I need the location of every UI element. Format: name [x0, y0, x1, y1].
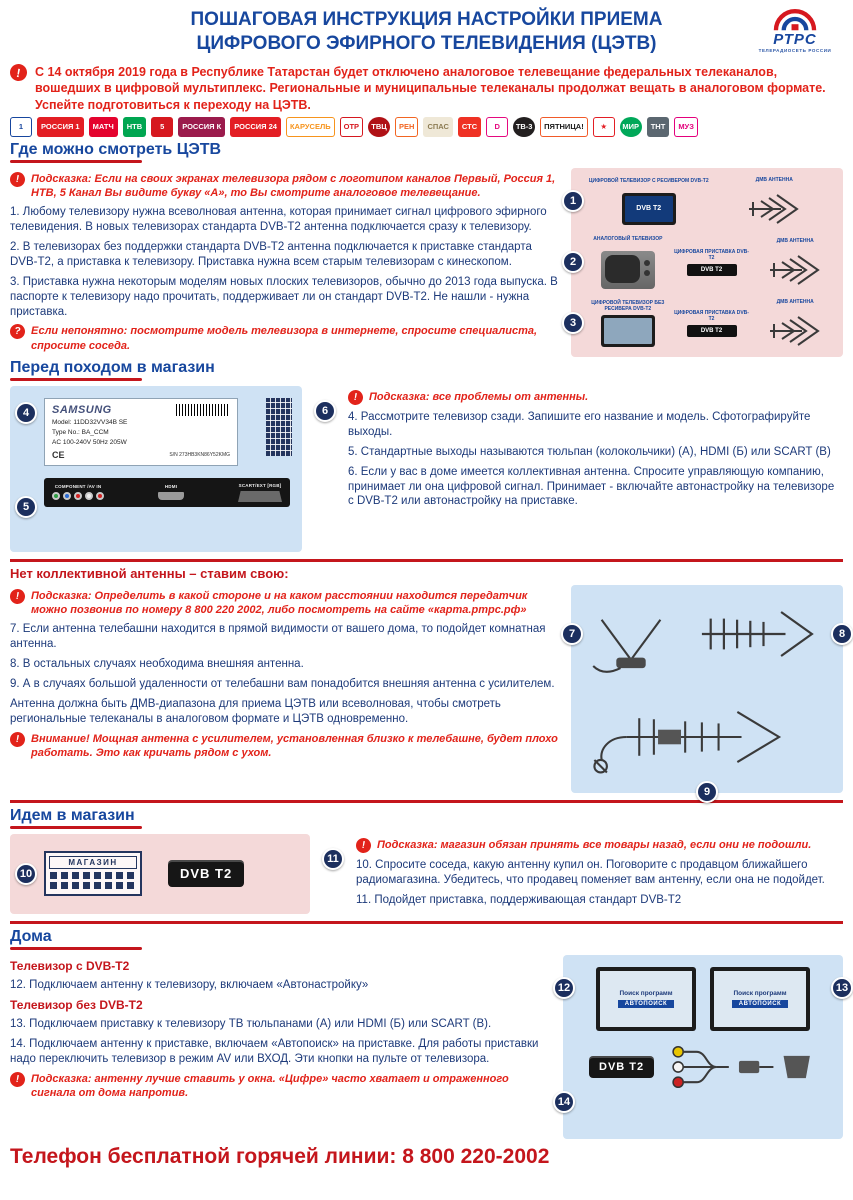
screen-menu-item: АВТОПОИСК: [732, 1000, 788, 1008]
hdmi-port-icon: [158, 492, 184, 500]
warning-amplified-antenna: [10, 732, 559, 760]
rca-jacks-icon: [52, 492, 104, 500]
tv-ports-strip: [44, 478, 290, 507]
hint-text: Подсказка: Определить в какой стороне и на каком расстоянии находится передатчик можно позвонив по номеру 8 800 220 2002, либо посмотреть на сайте «карта.ртрс.рф»: [31, 589, 528, 616]
step-9-text: 9. А в случаях большой удаленности от телебашни вам понадобится внешняя антенна с усилителем.: [10, 677, 555, 690]
section-title-where: Где можно смотреть ЦЭТВ: [10, 140, 222, 158]
question-icon: ?: [9, 323, 26, 340]
screen-menu-item: АВТОПОИСК: [618, 1000, 674, 1008]
barcode: [176, 404, 230, 416]
step-badge-12: 12: [553, 977, 575, 999]
page-title-line1: ПОШАГОВАЯ ИНСТРУКЦИЯ НАСТРОЙКИ ПРИЕМА: [190, 9, 663, 30]
channel-logo-perviy-kanal: 1: [10, 117, 32, 137]
subheading-tv-with-dvbt2: Телевизор с DVB-T2: [10, 958, 130, 973]
rca-jack: [74, 492, 82, 500]
antenna-group: [755, 299, 835, 348]
antenna-band-note: Антенна должна быть ДМВ-диапазона для приема ЦЭТВ или всеволновая, чтобы смотреть региональные телеканалы в аналоговом формате и ЦЭТВ одновременно.: [10, 697, 501, 725]
stb-group: [672, 310, 752, 338]
page-title: [110, 8, 743, 56]
hint-shop-return: [356, 838, 843, 853]
warning-text: Внимание! Мощная антенна с усилителем, установленная близко к телебашне, будет плохо работать. Это как кричать рядом с ухом.: [31, 732, 558, 759]
diagram-row-analog-tv: [571, 231, 835, 294]
step-badge-2: 2: [562, 251, 584, 273]
channel-logo-sts: СТС: [458, 117, 481, 137]
exclamation-icon: !: [9, 1070, 26, 1087]
exclamation-icon: !: [9, 588, 26, 605]
exclamation-icon: !: [9, 63, 29, 83]
digital-tv-group: [588, 178, 710, 225]
exclamation-icon: !: [9, 730, 26, 747]
component-ports-group: [52, 484, 104, 500]
rca-jack: [52, 492, 60, 500]
stb-label: ЦИФРОВАЯ ПРИСТАВКА DVB-T2: [674, 309, 749, 323]
section-own-antenna: [10, 565, 846, 798]
shop-sign-text: МАГАЗИН: [49, 856, 137, 869]
hint-text: Если непонятно: посмотрите модель телевизора в интернете, спросите специалиста, спросите соседа.: [31, 325, 538, 352]
screen-menu-title: Поиск программ: [619, 989, 673, 997]
tv-back-panel: [10, 386, 302, 552]
channel-logo-ntv: НТВ: [123, 117, 146, 137]
tv-with-dvbt2-icon: [596, 967, 696, 1031]
rca-jack: [85, 492, 93, 500]
serial-number: S/N 273HB3KN86Y52KMG: [169, 451, 230, 458]
diagram-row-digital-tv: [571, 172, 835, 231]
screen-menu-title: Поиск программ: [733, 989, 787, 997]
section-where-to-watch: [10, 141, 843, 357]
step-3-text: 3. Приставка нужна некоторым моделям новых плоских телевизоров, обычно до 2013 года выпуска. В паспорте к телевизору надо прочитать, поддерживает ли он стандарт DVB-T2. Не нашли - нужна приставка.: [10, 275, 558, 318]
tv-screen: [714, 971, 806, 1027]
channel-logo-ren-tv: РЕН: [395, 117, 418, 137]
dvb-t2-set-top-box: DVB T2: [168, 860, 244, 887]
tv-screen: [600, 971, 692, 1027]
section-title-home: Дома: [10, 927, 52, 945]
channel-logo-rossiya-1: РОССИЯ 1: [37, 117, 84, 137]
step-badge-5: 5: [15, 496, 37, 518]
shop-panel: [10, 834, 310, 914]
amplified-antenna-icon: [585, 695, 825, 779]
section-divider: [10, 800, 843, 803]
hint-text: Подсказка: магазин обязан принять все товары назад, если они не подошли.: [377, 838, 812, 851]
step-14-text: 14. Подключаем антенну к приставке, включаем «Автопоиск» на приставке. Для работы приставки надо переключить телевизор в режим AV или ВХОД. Эти кнопки на пульте от телевизора.: [10, 1037, 539, 1065]
header: [10, 6, 843, 60]
digital-tv-no-receiver-group: [588, 300, 668, 348]
step-12-text: 12. Подключаем антенну к телевизору, включаем «Автонастройку»: [10, 978, 369, 991]
channel-logo-tnt: ТНТ: [647, 117, 670, 137]
label-card-top: [52, 404, 230, 416]
hint-text: Подсказка: антенну лучше ставить у окна. «Цифре» часто хватает и отраженного сигнала от дома напротив.: [31, 1072, 509, 1099]
section-divider: [10, 921, 843, 924]
intro-text: С 14 октября 2019 года в Республике Татарстан будет отключено аналоговое телевещание федеральных телеканалов, вошедших в цифровой мультиплекс. Региональные и муниципальные телеканалы продолжат вещать в аналоговом формате. Успейте подготовиться к переходу на ЦЭТВ.: [35, 65, 826, 112]
building-icon: [266, 398, 292, 456]
step-badge-11: 11: [322, 848, 344, 870]
intro-warning: [10, 64, 843, 113]
model-line: Model: 11DD32VV34B SE: [52, 418, 128, 426]
step-badge-7: 7: [561, 623, 583, 645]
heading-underline: [10, 947, 142, 950]
hotline-footer: [10, 1139, 843, 1169]
hint-analog-letter-a: [10, 172, 559, 200]
rca-jack: [63, 492, 71, 500]
channel-logo-muz-tv: МУЗ: [674, 117, 698, 137]
brand-text: SAMSUNG: [52, 403, 112, 416]
step-badge-1: 1: [562, 190, 584, 212]
rtrs-logo-icon: [767, 6, 823, 32]
step-badge-10: 10: [15, 863, 37, 885]
antenna-examples-panel: [568, 585, 846, 798]
step-badge-14: 14: [553, 1091, 575, 1113]
step-6-text: 6. Если у вас в доме имеется коллективная антенна. Спросите управляющую компанию, принимает ли она цифровой сигнал. Принимает - включайте автонастройку на телевизоре с DVB-T2 или автонастройку на приставке.: [348, 465, 835, 508]
channel-logo-domashniy: D: [486, 117, 508, 137]
step-8-text: 8. В остальных случаях необходима внешняя антенна.: [10, 657, 304, 670]
step-2-text: 2. В телевизорах без поддержки стандарта DVB-T2 антенна подключается к приставке стандарта DVB-T2, а приставка к телевизору. Приставка нужна всем старым телевизорам с кинескопом.: [10, 240, 532, 268]
hint-ask-neighbor: [10, 324, 559, 352]
hdmi-label: HDMI: [164, 484, 178, 490]
step-13-text: 13. Подключаем приставку к телевизору ТВ тюльпанами (А) или HDMI (Б) или SCART (В).: [10, 1017, 492, 1030]
channel-logo-zvezda: ★: [593, 117, 615, 137]
step-5-text: 5. Стандартные выходы называются тюльпан (колокольчики) (А), HDMI (Б) или SCART (В): [348, 445, 831, 458]
section-at-home: [10, 927, 849, 1139]
stb-group: [672, 249, 752, 277]
channel-logo-pyatnica: ПЯТНИЦА!: [540, 117, 588, 137]
antenna-label: ДМВ АНТЕННА: [755, 176, 793, 183]
exclamation-icon: !: [355, 837, 372, 854]
tv-label: ЦИФРОВОЙ ТЕЛЕВИЗОР С РЕСИВЕРОМ DVB-T2: [588, 177, 709, 184]
type-line: Type No.: BA_CCM: [52, 428, 109, 436]
diagram-row-digital-tv-no-receiver: [571, 294, 835, 353]
step-badge-13: 13: [831, 977, 853, 999]
step-badge-8: 8: [831, 623, 853, 645]
channel-logo-tv-centr: ТВЦ: [368, 117, 390, 137]
hint-text: Подсказка: все проблемы от антенны.: [369, 390, 589, 403]
step-11-text: 11. Подойдет приставка, поддерживающая стандарт DVB-T2: [356, 893, 682, 906]
scart-label: SCART/EXT [RGB]: [238, 482, 282, 488]
shop-windows-row: [50, 872, 136, 879]
tv-label: АНАЛОГОВЫЙ ТЕЛЕВИЗОР: [593, 235, 663, 242]
antenna-group: [755, 238, 835, 287]
stb-label: ЦИФРОВАЯ ПРИСТАВКА DVB-T2: [674, 248, 749, 262]
channel-logo-mir: МИР: [620, 117, 642, 137]
step-7-text: 7. Если антенна телебашни находится в прямой видимости от вашего дома, то подойдет комнатная антенна.: [10, 622, 546, 650]
section-title-own-antenna: Нет коллективной антенны – ставим свою:: [10, 565, 289, 581]
dvb-t2-set-top-box-icon: DVB T2: [687, 325, 737, 337]
scart-port-icon: [238, 491, 282, 502]
dmv-antenna-icon: [747, 192, 801, 226]
step-badge-3: 3: [562, 312, 584, 334]
hotline-text: Телефон бесплатной горячей линии: 8 800 220-2002: [10, 1144, 550, 1168]
step-badge-9: 9: [696, 781, 718, 803]
cables-row: [579, 1041, 827, 1093]
hint-antenna-problems: [348, 390, 843, 405]
indoor-antenna-icon: [589, 613, 673, 677]
antenna-group: [714, 177, 836, 226]
step-badge-4: 4: [15, 402, 37, 424]
rca-jack: [96, 492, 104, 500]
shop-windows-row: [50, 882, 136, 889]
cables-icon: [666, 1041, 818, 1093]
channel-logos-row: [10, 117, 843, 137]
ce-mark: CE: [52, 449, 65, 460]
exclamation-icon: !: [9, 171, 26, 188]
section-title-go-to-shop: Идем в магазин: [10, 806, 135, 824]
analog-tv-group: [588, 236, 668, 289]
dmv-antenna-icon: [768, 253, 822, 287]
section-title-before-shop: Перед походом в магазин: [10, 358, 215, 376]
heading-underline: [10, 378, 142, 381]
crt-tv-icon: [601, 251, 655, 289]
channel-logo-otr: ОТР: [340, 117, 363, 137]
step-4-text: 4. Рассмотрите телевизор сзади. Запишите его название и модель. Сфотографируйте выходы.: [348, 410, 811, 438]
channel-logo-karusel: КАРУСЕЛЬ: [286, 117, 335, 137]
tv-screen: DVB T2: [625, 196, 673, 222]
label-card-bottom: [52, 450, 230, 460]
subheading-tv-without-dvbt2: Телевизор без DVB-T2: [10, 997, 143, 1012]
home-setup-panel: [557, 955, 849, 1139]
outdoor-antenna-icon: [697, 601, 819, 667]
tv-connection-diagram: [571, 168, 843, 357]
rtrs-logo-tagline: ТЕЛЕРАДИОСЕТЬ РОССИИ: [758, 48, 832, 53]
hint-transmitter-location: [10, 589, 559, 617]
power-line: AC 100-240V 50Hz 205W: [52, 438, 127, 446]
hint-antenna-window: [10, 1072, 551, 1100]
dvb-t2-set-top-box-icon: DVB T2: [687, 264, 737, 276]
antenna-label: ДМВ АНТЕННА: [776, 237, 814, 244]
heading-underline: [10, 160, 142, 163]
section-before-shop: [10, 359, 843, 552]
shop-icon: [44, 851, 142, 896]
step-badge-6: 6: [314, 400, 336, 422]
dvb-t2-set-top-box: DVB T2: [589, 1056, 654, 1078]
flat-tv-icon: [601, 315, 655, 347]
hdmi-port-group: [158, 484, 184, 500]
dmv-antenna-icon: [768, 314, 822, 348]
channel-logo-tv-3: ТВ-3: [513, 117, 535, 137]
component-label: COMPONENT /AV IN: [54, 484, 102, 490]
page-title-line2: ЦИФРОВОГО ЭФИРНОГО ТЕЛЕВИДЕНИЯ (ЦЭТВ): [196, 32, 657, 54]
section-divider: [10, 559, 843, 562]
step-10-text: 10. Спросите соседа, какую антенну купил он. Поговорите с продавцом ближайшего радиомагазина. Убедитесь, что продавец поменяет вам антенну, если она не подойдет.: [356, 858, 825, 886]
tv-label: ЦИФРОВОЙ ТЕЛЕВИЗОР БЕЗ РЕСИВЕРА DVB-T2: [591, 299, 665, 313]
channel-logo-5-kanal: 5: [151, 117, 173, 137]
antenna-label: ДМВ АНТЕННА: [776, 298, 814, 305]
step-1-text: 1. Любому телевизору нужна всеволновая антенна, которая принимает сигнал цифрового эфирного телевидения. В новых телевизорах стандарта DVB-T2 антенна подключается сразу к телевизору.: [10, 205, 547, 233]
hint-text: Подсказка: Если на своих экранах телевизора рядом с логотипом каналов Первый, Россия 1, НТВ, 5 Канал Вы видите букву «А», то Вы смотрите аналоговое телевещание.: [31, 172, 556, 199]
channel-logo-rossiya-k: РОССИЯ К: [178, 117, 225, 137]
rtrs-logo-text: РТРС: [773, 31, 817, 48]
tv-without-dvbt2-icon: [710, 967, 810, 1031]
section-go-to-shop: [10, 807, 843, 914]
digital-tv-icon: [622, 193, 676, 225]
scart-port-group: [238, 483, 282, 502]
exclamation-icon: !: [347, 389, 364, 406]
rtrs-logo: [747, 6, 843, 53]
channel-logo-rossiya-24: РОССИЯ 24: [230, 117, 281, 137]
tv-label-card: [44, 398, 238, 466]
heading-underline: [10, 826, 142, 829]
tv-autosearch-row: [596, 967, 810, 1031]
channel-logo-spas: СПАС: [423, 117, 452, 137]
channel-logo-match-tv: МАТЧ: [89, 117, 118, 137]
tv-screen: [604, 318, 652, 344]
